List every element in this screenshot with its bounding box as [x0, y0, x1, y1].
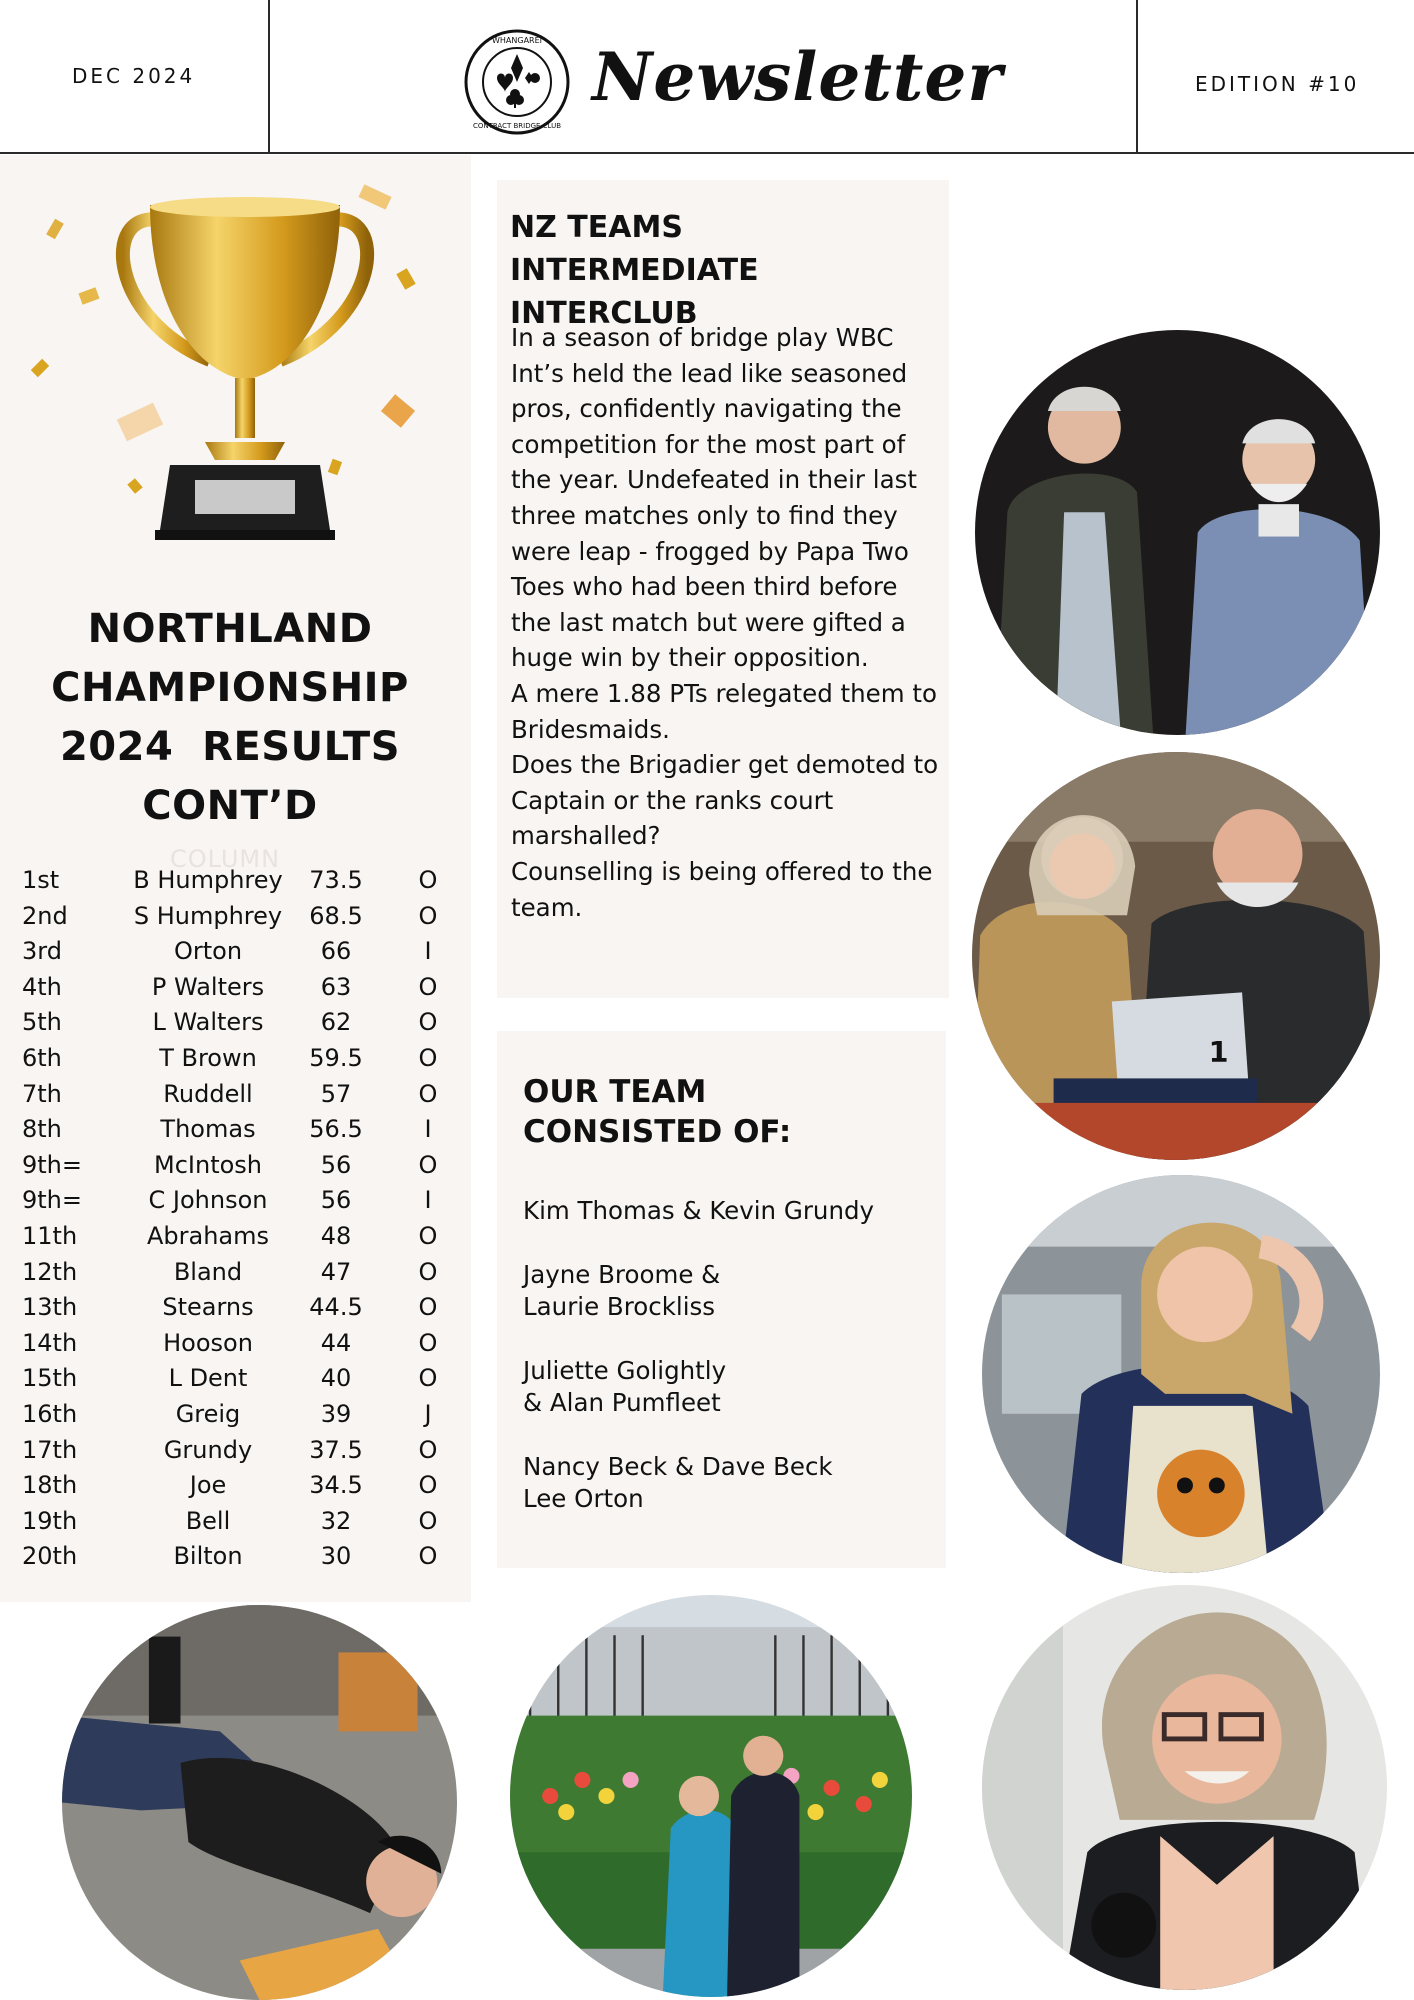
table-row — [18, 1501, 458, 1537]
team-pair-line: Lee Orton — [523, 1484, 644, 1513]
rank: 15th — [22, 1364, 78, 1393]
player-name: Grundy — [163, 1435, 253, 1464]
table-row — [18, 1394, 458, 1430]
team-pair-line: Kim Thomas & Kevin Grundy — [523, 1196, 875, 1225]
team-pair-line: & Alan Pumfleet — [523, 1388, 721, 1417]
svg-text:WHANGAREI: WHANGAREI — [491, 36, 543, 45]
player-name: P Walters — [151, 972, 265, 1001]
table-row — [18, 1074, 458, 1110]
player-name: Hooson — [163, 1328, 253, 1357]
rank: 8th — [22, 1115, 62, 1144]
grade: O — [418, 901, 438, 930]
rank: 14th — [22, 1328, 78, 1357]
score: 66 — [320, 937, 352, 966]
rank: 12th — [22, 1257, 78, 1286]
table-row — [18, 1145, 458, 1181]
table-row — [18, 931, 458, 967]
rank: 20th — [22, 1542, 78, 1571]
score: 48 — [320, 1221, 352, 1250]
rank: 18th — [22, 1471, 78, 1500]
score: 44.5 — [309, 1293, 363, 1322]
table-number-card: 1 — [1208, 1035, 1229, 1070]
rank: 1st — [22, 866, 60, 894]
grade: O — [418, 1435, 438, 1464]
team-pair-line: Laurie Brockliss — [523, 1292, 716, 1321]
grade: O — [418, 1506, 438, 1535]
svg-text:CONTRACT BRIDGE CLUB: CONTRACT BRIDGE CLUB — [472, 122, 562, 130]
team-title — [523, 1072, 923, 1152]
player-name: McIntosh — [154, 1150, 262, 1179]
score: 37.5 — [309, 1435, 363, 1464]
score: 47 — [320, 1257, 352, 1286]
team-pair — [523, 1451, 933, 1515]
issue-date: DEC 2024 — [72, 64, 196, 88]
table-row — [18, 860, 458, 896]
header-bottom-rule — [0, 152, 1414, 154]
rank: 2nd — [22, 901, 68, 930]
table-row — [18, 1252, 458, 1288]
team-pair — [523, 1259, 933, 1323]
championship-title-line: CONT’D — [142, 783, 318, 829]
trophy-illustration — [30, 180, 440, 560]
story-paragraph: Does the Brigadier get demoted to Captain or the ranks court marshalled? — [511, 750, 939, 851]
player-name: L Walters — [152, 1008, 264, 1037]
score: 57 — [320, 1079, 352, 1108]
championship-title-line: NORTHLAND — [87, 606, 373, 652]
score: 68.5 — [309, 901, 363, 930]
grade: O — [418, 1079, 438, 1108]
table-row — [18, 1358, 458, 1394]
score: 59.5 — [309, 1043, 363, 1072]
interclub-title-line: INTERCLUB — [510, 296, 698, 331]
grade: O — [418, 1542, 438, 1571]
score: 73.5 — [309, 866, 363, 894]
player-name: Bland — [173, 1257, 243, 1286]
story-paragraph: In a season of bridge play WBC Int’s held the lead like seasoned pros, confidently navigating the competition for the most part of the year. Undefeated in their last three matches only to find they were leap - frogged by Papa Two Toes who had been third before the last match but were gifted a huge win by their opposition. — [511, 323, 917, 673]
player-name: B Humphrey — [133, 866, 283, 894]
team-title-line: OUR TEAM — [523, 1074, 707, 1110]
player-name: C Johnson — [148, 1186, 268, 1215]
score: 32 — [320, 1506, 352, 1535]
photo-couple-garden — [510, 1595, 912, 1997]
table-row — [18, 1465, 458, 1501]
interclub-title-line: NZ TEAMS INTERMEDIATE — [510, 210, 759, 288]
rank: 9th= — [22, 1150, 82, 1179]
grade: O — [418, 1293, 438, 1322]
team-pair — [523, 1355, 933, 1419]
photo-two-men — [975, 330, 1380, 735]
table-row — [18, 1323, 458, 1359]
team-pair-line: Juliette Golightly — [523, 1356, 727, 1385]
grade: J — [424, 1399, 432, 1428]
club-logo — [463, 28, 571, 136]
table-row — [18, 1216, 458, 1252]
grade: O — [418, 1150, 438, 1179]
team-title-line: CONSISTED OF: — [523, 1114, 792, 1150]
score: 40 — [320, 1364, 352, 1393]
grade: O — [418, 1257, 438, 1286]
grade: O — [418, 1008, 438, 1037]
player-name: Orton — [173, 937, 243, 966]
photo-couple-table — [972, 752, 1380, 1160]
grade: I — [424, 1115, 432, 1144]
newsletter-title: Newsletter — [592, 38, 1004, 116]
grade: O — [418, 1221, 438, 1250]
player-name: L Dent — [168, 1364, 248, 1393]
score: 62 — [320, 1008, 352, 1037]
player-name: Joe — [189, 1471, 227, 1500]
player-name: Bilton — [173, 1542, 243, 1571]
player-name: Abrahams — [146, 1221, 270, 1250]
player-name: T Brown — [159, 1043, 257, 1072]
interclub-title — [510, 206, 940, 335]
rank: 13th — [22, 1293, 78, 1322]
edition-number: EDITION #10 — [1195, 72, 1360, 96]
score: 56 — [320, 1186, 352, 1215]
table-row — [18, 1038, 458, 1074]
story-paragraph: Counselling is being offered to the team. — [511, 856, 933, 922]
header-divider-left — [268, 0, 270, 152]
rank: 3rd — [22, 937, 62, 966]
championship-title-line: 2024 RESULTS — [59, 724, 401, 770]
player-name: Stearns — [162, 1293, 254, 1322]
championship-title — [20, 600, 440, 836]
table-row — [18, 896, 458, 932]
results-table — [18, 860, 458, 1572]
championship-title-line: CHAMPIONSHIP — [51, 665, 409, 711]
grade: O — [418, 1471, 438, 1500]
rank: 4th — [22, 972, 62, 1001]
photo-woman-glasses — [982, 1585, 1387, 1990]
player-name: Greig — [175, 1399, 241, 1428]
player-name: Ruddell — [163, 1079, 253, 1108]
grade: I — [424, 1186, 432, 1215]
player-name: Bell — [185, 1506, 231, 1535]
photo-man-on-floor — [62, 1605, 457, 2000]
photo-woman-tiger-shirt — [982, 1175, 1380, 1573]
rank: 6th — [22, 1043, 62, 1072]
score: 63 — [320, 972, 352, 1001]
rank: 11th — [22, 1221, 78, 1250]
table-row — [18, 1430, 458, 1466]
rank: 16th — [22, 1399, 78, 1428]
team-member-list — [523, 1195, 933, 1547]
table-row — [18, 1536, 458, 1572]
table-row — [18, 1287, 458, 1323]
score: 30 — [320, 1542, 352, 1571]
score: 56.5 — [309, 1115, 363, 1144]
rank: 17th — [22, 1435, 78, 1464]
score: 39 — [320, 1399, 352, 1428]
rank: 5th — [22, 1008, 62, 1037]
grade: O — [418, 972, 438, 1001]
team-pair-line: Jayne Broome & — [523, 1260, 721, 1289]
faint-column-label: COLUMN — [170, 845, 281, 873]
rank: 9th= — [22, 1186, 82, 1215]
story-paragraph: A mere 1.88 PTs relegated them to Bridesmaids. — [511, 678, 937, 744]
table-row — [18, 1002, 458, 1038]
team-pair — [523, 1195, 933, 1227]
score: 56 — [320, 1150, 352, 1179]
table-row — [18, 967, 458, 1003]
header-divider-right — [1136, 0, 1138, 152]
score: 34.5 — [309, 1471, 363, 1500]
score: 44 — [320, 1328, 352, 1357]
player-name: S Humphrey — [133, 901, 283, 930]
grade: I — [424, 937, 432, 966]
player-name: Thomas — [160, 1115, 256, 1144]
grade: O — [418, 1328, 438, 1357]
rank: 19th — [22, 1506, 78, 1535]
table-row — [18, 1109, 458, 1145]
table-row — [18, 1180, 458, 1216]
team-pair-line: Nancy Beck & Dave Beck — [523, 1452, 833, 1481]
rank: 7th — [22, 1079, 62, 1108]
grade: O — [418, 1043, 438, 1072]
grade: O — [418, 1364, 438, 1393]
interclub-story — [511, 320, 941, 925]
grade: O — [418, 866, 438, 894]
